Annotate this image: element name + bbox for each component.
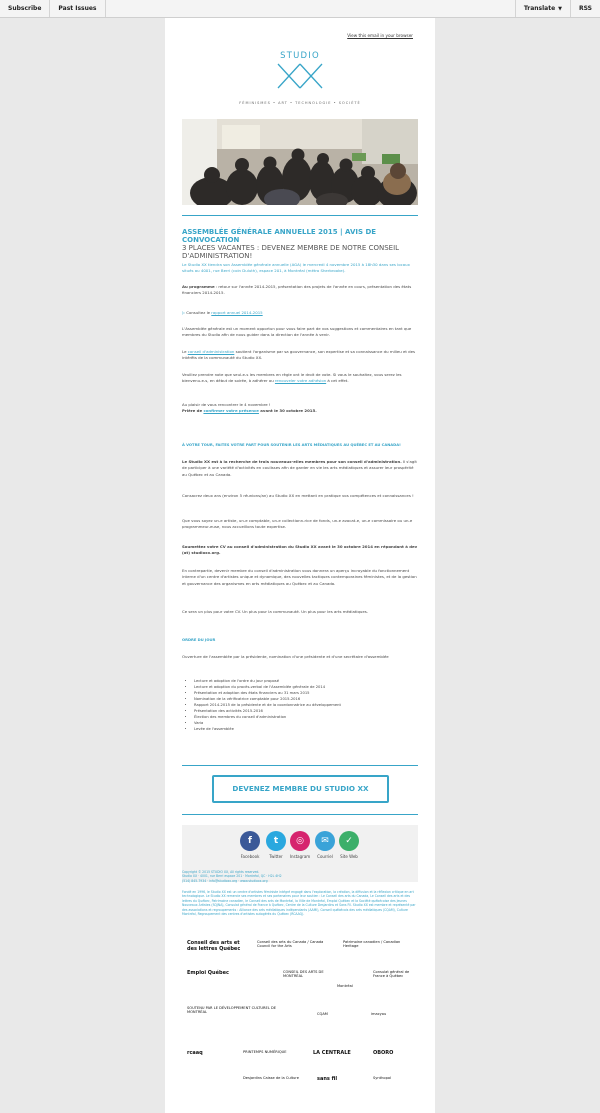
social-label: Courriel [317,854,333,859]
heritage-logo: Patrimoine canadien / Canadian Heritage [343,940,401,949]
translate-button[interactable] [515,0,570,17]
footer-contact [182,870,418,883]
section-title-ordre: ORDRE DU JOUR [182,638,216,642]
aga-text: L'Assemblée générale est un moment opportun pour vous faire part de vos suggestions et commentaires en tant que membres du Studio afin de nous guider dans la direction de l'année à venir. [182,326,412,338]
social-label: Twitter [269,854,283,859]
list-item: • Présentation et adoption des états financiers au 31 mars 2015 [194,690,430,696]
artiste-paragraph [182,518,418,531]
imacyou-logo: imacyou [371,1012,387,1016]
montreal-logo: Montréal [337,984,353,988]
xx-logo-icon [275,62,325,90]
footer-copyright: Copyright © 2015 STUDIO XX, All rights reserved. [182,870,260,874]
triangle-right-icon: ▷ [182,310,187,315]
list-item: • Lecture et adoption du procès-verbal de l'Assemblée générale de 2014 [194,684,430,690]
confirm-presence-link[interactable]: confirmer votre présence [203,408,259,414]
plus-paragraph [182,609,418,615]
list-item: • Élection des membres du conseil d'administration [194,714,430,720]
emploi-quebec-logo: Emploi Québec [187,970,229,976]
top-toolbar [0,0,600,18]
agenda-list [182,678,430,732]
synthopol-logo: Synthopol [373,1076,392,1080]
footer-about-text: Fondé en 1996, le Studio XX est un centre d'artistes féministe intégré engagé dans l'exploration, la création, la diffusion et la réflexion critique en art technologique. Le Studio XX remercie ses membres et ses partenaires pour leur soutien : Le Conseil des arts du Canada, Le Conseil des arts et des lettres du Québec, Patrimoine canadien, le Conseil des arts de Montréal, la Ville de Montréal, Emploi Québec et la Société québécoise des Jeunes Nouveaux Artistes (SQJNA), Consulat général de France à Québec, Centre de la Culture Desjardins et Sans Fil. Studio XX est membre et représenté par des associations et regroupements : Alliance des arts médiatiques indépendants (AAMI), Conseil québécois des arts médiatiques (CQAM), Culture Montréal, Regroupement des centres d'artistes autogérés du Québec (RCAAQ). [182,890,416,917]
view-in-browser-link[interactable]: View this email in your browser [347,33,413,38]
consulat-logo: Consulat général de France à Québec [373,970,410,979]
hero-photo [182,119,418,205]
renew-membership-link[interactable]: renouveler votre adhésion [274,378,327,384]
logo-text: STUDIO [280,51,320,61]
rsvp-block [182,402,418,415]
footer-address: Studio XX · 4001, rue Berri espace 201 · Montréal, QC · H2L 4H2 [182,874,282,879]
intro-text: Le Studio XX tiendra son Assemblée générale annuelle (AGA) le mercredi 4 novembre 2015 à 18h30 dans ses locaux situés au 4001, rue Berri (coin Duluth), espace 201, à Montréal (métro Sherbrooke). [182,262,410,274]
recherche-bold: Le Studio XX est à la recherche de trois nouveaux-elles membres pour son conseil d'administration. [182,459,402,464]
board-link[interactable]: conseil d'administration [187,349,235,354]
vote-paragraph [182,372,418,385]
social-website[interactable] [333,831,365,859]
dev-culturel-logo: SOUTENU PAR LE DÉVELOPPEMENT CULTUREL DE MONTRÉAL [187,1006,277,1015]
printemps-logo: PRINTEMPS NUMÉRIQUE [243,1050,287,1054]
subscribe-button[interactable]: Subscribe [0,0,50,17]
list-item: • Levée de l'assemblée [194,726,430,732]
footer-about [182,890,418,916]
main-heading [182,228,418,260]
cac-logo: Conseil des arts du Canada / Canada Council for the Arts [257,940,324,949]
centrale-logo: LA CENTRALE [313,1050,351,1056]
footer-contact-line: (514) 845-7934 · info@studioxx.org · www.studioxx.org [182,878,268,883]
sansfil-logo: sans fil [317,1076,338,1082]
soumettez-text: Soumettez votre CV au conseil d'administration du Studio XX avant le 30 octobre 2014 en répondant à dev (at) studioxx.org. [182,544,418,556]
become-member-button[interactable]: DEVENEZ MEMBRE DU STUDIO XX [212,775,389,803]
intro-paragraph [182,262,418,275]
email-body [165,18,435,1113]
twitter-icon: t [266,831,286,851]
list-item: • Présentation des activités 2015-2016 [194,708,430,714]
consacrer-paragraph [182,493,418,499]
tagline: FÉMINISMES • ART • TECHNOLOGIE • SOCIÉTÉ [239,101,361,105]
conseil-rest: soutient l'organisme par sa gouvernance, son expertise et sa connaissance du milieu et des intérêts de la communauté du Studio XX. [182,349,415,361]
prier-prefix: Prière de [182,408,204,414]
consacrer-text: Consacrez deux ans (environ 5 réunions/an) au Studio XX en mettant en pratique vos compétences et connaissances ! [182,493,414,498]
annual-report-link[interactable]: rapport annuel 2014-2015 [211,310,263,315]
cqam-logo: CQAM [317,1012,328,1016]
plus-text: Ce sera un plus pour votre CV. Un plus pour la communauté. Un plus pour les arts médiatiques. [182,609,369,614]
divider [182,814,418,815]
past-issues-button[interactable]: Past Issues [50,0,105,17]
artiste-text: Que vous soyez un-e artiste, un-e comptable, un-e collectionn-rice de fonds, un-e avocat-e, un-e commissaire ou un-e programmeur-euse, nous accueillons toute expertise. [182,518,413,530]
website-icon: ✓ [339,831,359,851]
programme-label: Au programme [182,284,215,289]
divider [182,765,418,766]
list-item: • Rapport 2014-2015 de la présidente et de la coordonnatrice au développement [194,702,430,708]
list-item: • Nomination de la vérificatrice comptable pour 2015-2016 [194,696,430,702]
prier-suffix: avant le 30 octobre 2015. [258,408,317,414]
plaisir-text: Au plaisir de vous rencontrer le 4 novembre ! [182,402,271,407]
ordre-intro [182,654,418,660]
recherche-rest: Il s'agit de participer à une variété d'activités en coulisses afin de garder en vie les arts médiatiques et assurer leur prospérité au Québec et au Canada. [182,459,417,477]
conseil-prefix: Le [182,349,188,354]
vote-text: Veuillez prendre note que seul-e-s les membres en règle ont le droit de vote. Si vous le souhaitez, vous serez les bienvenu-e-s, en début de soirée, à adhérer ou [182,372,402,384]
oboro-logo: OBORO [373,1050,394,1056]
list-item: • Lecture et adoption de l'ordre du jour proposé [194,678,430,684]
social-label: Site Web [340,854,358,859]
heading-places: 3 PLACES VACANTES : DEVENEZ MEMBRE DE NOTRE CONSEIL D'ADMINISTRATION! [182,244,400,260]
mail-icon: ✉ [315,831,335,851]
divider [182,215,418,216]
soumettez-paragraph [182,544,418,557]
social-label: Facebook [240,854,260,859]
programme-text: : retour sur l'année 2014-2015, présentation des projets de l'année en cours, présentation des états financiers 2014-2015. [182,284,412,296]
consult-line [182,310,418,316]
conseil-paragraph [182,349,418,362]
ordre-intro-text: Ouverture de l'assemblée par la présidente, nomination d'une présidente et d'une secrétaire d'assemblée [182,654,389,659]
calq-logo: Conseil des arts et des lettres Québec [187,940,241,952]
instagram-icon: ◎ [290,831,310,851]
aga-paragraph [182,326,418,339]
social-label: Instagram [289,854,311,859]
contrepartie-text: En contrepartie, devenir membre du conseil d'administration vous donnera un aperçu incroyable du fonctionnement interne d'un centre d'artistes unique et dynamique, des nouvelles tactiques contemporaines féministes, et de la gestion et gouvernance des organismes en arts médiatiques au Québec et au Canada. [182,568,417,586]
contrepartie-paragraph [182,568,418,587]
facebook-icon: f [240,831,260,851]
desjardins-logo: Desjardins Caisse de la Culture [243,1076,299,1080]
consult-prefix: Consultez le [186,310,212,315]
section-title-appel: À VOTRE TOUR, FAITES VOTRE PART POUR SOUTENIR LES ARTS MÉDIATIQUES AU QUÉBEC ET AU CANADA! [182,443,401,447]
studio-xx-logo[interactable] [273,51,327,90]
cam-logo: CONSEIL DES ARTS DE MONTRÉAL [283,970,324,979]
heading-aga: ASSEMBLÉE GÉNÉRALE ANNUELLE 2015 | AVIS DE CONVOCATION [182,228,377,244]
chevron-down-icon: ▼ [558,6,562,12]
recherche-paragraph [182,459,418,478]
rcaaq-logo: rcaaq [187,1050,203,1056]
vote-end: à cet effet. [326,378,349,384]
list-item: • Varia [194,720,430,726]
programme-paragraph [182,284,418,297]
translate-label: Translate [523,5,556,12]
rss-button[interactable]: RSS [570,0,600,17]
